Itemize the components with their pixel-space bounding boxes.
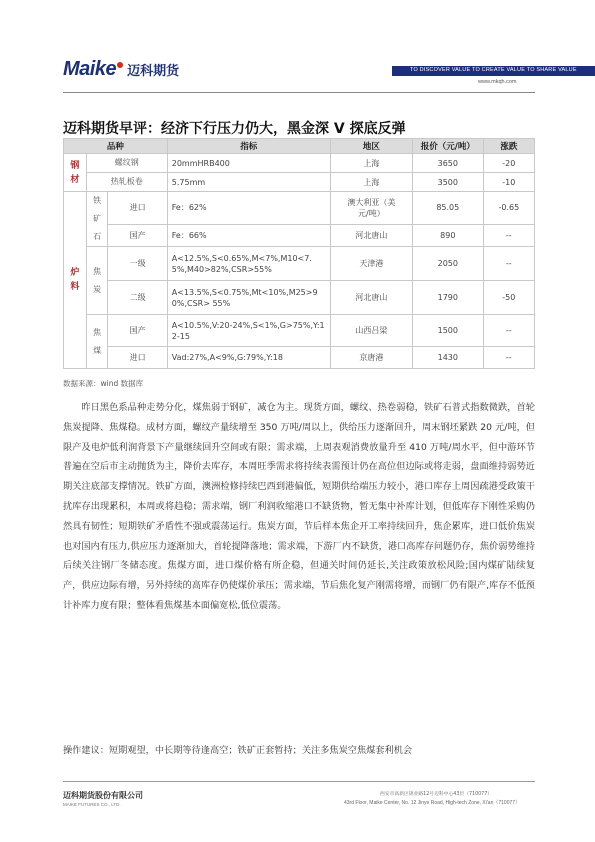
footer-company-name-en: MAIKE FUTURES CO., LTD. <box>63 802 121 807</box>
row-region: 上海 <box>330 154 412 173</box>
row-region: 天津港 <box>330 247 412 281</box>
header-divider <box>63 92 535 93</box>
row-spec: Fe：62% <box>167 192 330 225</box>
website-link[interactable]: www.mkqh.com <box>478 79 517 85</box>
row-change: -50 <box>483 281 534 315</box>
category-steel <box>64 154 87 192</box>
row-price: 1790 <box>412 281 483 315</box>
row-price: 890 <box>412 224 483 246</box>
header-price: 报价（元/吨） <box>412 139 483 154</box>
footer-address-en: 43rd Floor, Maike Center, No. 12 Jinye Road, High-tech Zone, Xi'an（710077） <box>344 800 521 806</box>
logo-mark-icon <box>117 62 123 68</box>
row-name: 热轧板卷 <box>86 173 167 192</box>
row-spec: A<13.5%,S<0.75%,Mt<10%,M25>90%,CSR> 55% <box>167 281 330 315</box>
row-region: 澳大利亚（美元/吨） <box>330 192 412 225</box>
table-row <box>64 315 535 347</box>
header-variety: 品种 <box>64 139 168 154</box>
row-change: -0.65 <box>483 192 534 225</box>
table-row <box>64 224 535 246</box>
row-spec: A<12.5%,S<0.65%,M<7%,M10<7.5%,M40>82%,CSR>55% <box>167 247 330 281</box>
header-change: 涨跌 <box>483 139 534 154</box>
row-spec: Fe：66% <box>167 224 330 246</box>
price-table <box>63 138 535 369</box>
subcategory-coke <box>86 247 108 315</box>
row-spec: 5.75mm <box>167 173 330 192</box>
subcategory-coal-label: 焦煤 <box>93 327 102 355</box>
subcategory-coal <box>86 315 108 369</box>
row-change: -- <box>483 224 534 246</box>
table-row <box>64 281 535 315</box>
row-price: 3500 <box>412 173 483 192</box>
row-name: 国产 <box>108 315 167 347</box>
slogan: TO DISCOVER VALUE TO CREATE VALUE TO SHARE VALUE <box>410 67 577 73</box>
row-price: 85.05 <box>412 192 483 225</box>
table-row <box>64 247 535 281</box>
row-name: 国产 <box>108 224 167 246</box>
row-region: 河北唐山 <box>330 224 412 246</box>
footer-divider <box>63 781 535 782</box>
row-change: -10 <box>483 173 534 192</box>
row-name: 螺纹钢 <box>86 154 167 173</box>
row-price: 1500 <box>412 315 483 347</box>
row-spec: A<10.5%,V:20-24%,S<1%,G>75%,Y:12-15 <box>167 315 330 347</box>
footer-company-name: 迈科期货股份有限公司 <box>63 791 143 800</box>
logo-text-en: Maike <box>63 58 117 80</box>
row-region: 山西吕梁 <box>330 315 412 347</box>
row-name: 一级 <box>108 247 167 281</box>
row-region: 上海 <box>330 173 412 192</box>
row-price: 2050 <box>412 247 483 281</box>
row-spec: Vad:27%,A<9%,G:79%,Y:18 <box>167 347 330 369</box>
table-row <box>64 192 535 225</box>
data-source: 数据来源：wind 数据库 <box>63 379 144 388</box>
row-name: 进口 <box>108 192 167 225</box>
trading-advice: 操作建议：短期观望，中长期等待逢高空；铁矿正套暂持；关注多焦炭空焦煤套利机会 <box>63 745 413 756</box>
commentary-body: 昨日黑色系品种走势分化，煤焦弱于钢矿，减仓为主。现货方面，螺纹、热卷弱稳，铁矿石普式指数微跌，首轮焦炭提降、焦煤稳。成材方面，螺纹产量续增至 350 万吨/周以上，供给压力逐渐回升，周末钢坯紧跌 20 元/吨，但限产及电炉低利润背景下产量继续回升空间或有限；需求端，上周表观消费放量升至 410 万吨/周水平，但中游环节普遍在空后市主动抛货为主，降价去库存，本周旺季需求将持续表需预计仍在高位但边际或将走弱，盘面维持弱势近期关注底部支撑情况。铁矿方面，澳洲检修持续巴西到港偏低，短期供给端压力较小，港口库存上周因疏港受政策干扰库存出现累积，本周或将趋稳；需求端，钢厂利润收缩港口不缺货物，暂无集中补库计划，但低库存下刚性采购仍然具有韧性；短期铁矿矛盾性不强或震荡运行。焦炭方面，节后样本焦企开工率持续回升，焦企累库，进口低价焦炭也对国内有压力,供应压力逐渐加大，首轮提降落地；需求端，下游厂内不缺货，港口高库存问题仍存，焦价弱势维持后续关注钢厂冬储态度。焦煤方面，进口煤价格有所企稳，但通关时间仍延长,关注政策放松风险;国内煤矿陆续复产，供应边际有增，另外持续的高库存仍使煤价承压；需求端，节后焦化复产刚需将增，而钢厂仍有限产,库存不低预计补库力度有限；整体看焦煤基本面偏宽松,低位震荡。 <box>63 402 535 611</box>
row-spec: 20mmHRB400 <box>167 154 330 173</box>
row-region: 京唐港 <box>330 347 412 369</box>
subcategory-ore-label: 铁矿石 <box>93 196 102 241</box>
row-price: 3650 <box>412 154 483 173</box>
page-header <box>0 0 595 95</box>
report-title: 迈科期货早评：经济下行压力仍大，黑金深 V 探底反弹 <box>63 121 406 137</box>
table-row <box>64 347 535 369</box>
table-header-row <box>64 139 535 154</box>
footer-address-cn: 西安市高新区锦业路12号迈科中心43层（710077） <box>380 792 493 797</box>
row-change: -20 <box>483 154 534 173</box>
row-change: -- <box>483 315 534 347</box>
table-row <box>64 173 535 192</box>
company-logo <box>63 58 179 81</box>
row-region: 河北唐山 <box>330 281 412 315</box>
row-change: -- <box>483 347 534 369</box>
subcategory-coke-label: 焦炭 <box>93 266 102 294</box>
header-region: 地区 <box>330 139 412 154</box>
row-name: 二级 <box>108 281 167 315</box>
row-change: -- <box>483 247 534 281</box>
table-row <box>64 154 535 173</box>
category-steel-label: 钢材 <box>70 160 80 185</box>
category-raw-label: 炉料 <box>70 268 80 292</box>
logo-text-cn: 迈科期货 <box>127 64 180 79</box>
row-price: 1430 <box>412 347 483 369</box>
category-raw <box>64 192 87 369</box>
row-name: 进口 <box>108 347 167 369</box>
subcategory-ore <box>86 192 108 247</box>
header-spec: 指标 <box>167 139 330 154</box>
